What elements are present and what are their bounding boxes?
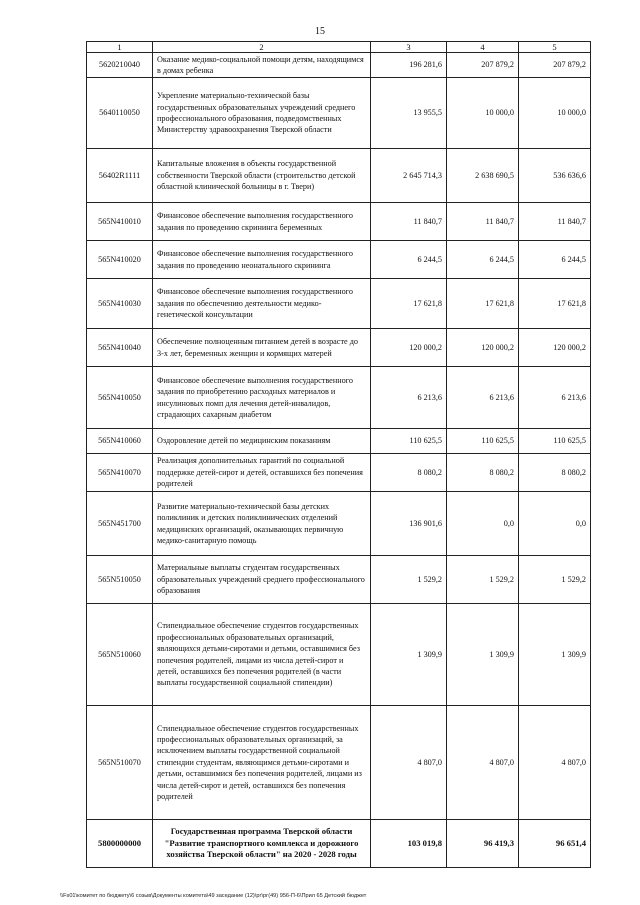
value-cell: 4 807,0 xyxy=(519,706,591,820)
value-cell: 1 529,2 xyxy=(519,556,591,604)
name-cell: Стипендиальное обеспечение студентов государственных профессиональных образовательных организаций, за исключением выплаты государственной социальной стипендии студентам, являющимся детьми-сиротами и детьми, оставшимися без попечения родителей, лицами из числа детей-сирот и детей, оставшихся без попечения родителей xyxy=(153,706,371,820)
code-cell: 565N510070 xyxy=(87,706,153,820)
value-cell: 17 621,8 xyxy=(447,279,519,329)
header-cell: 3 xyxy=(371,42,447,53)
value-cell: 196 281,6 xyxy=(371,53,447,78)
name-cell: Развитие материально-технической базы детских поликлиник и детских поликлинических отделений медицинских организаций, оказывающих первичную медико-санитарную помощь xyxy=(153,492,371,556)
value-cell: 13 955,5 xyxy=(371,78,447,149)
code-cell: 565N410050 xyxy=(87,367,153,429)
value-cell: 4 807,0 xyxy=(447,706,519,820)
value-cell: 17 621,8 xyxy=(371,279,447,329)
value-cell: 0,0 xyxy=(519,492,591,556)
code-cell: 56402R1111 xyxy=(87,149,153,203)
name-cell: Капитальные вложения в объекты государственной собственности Тверской области (строительство детской областной клинической больницы в г. Твери) xyxy=(153,149,371,203)
code-cell: 5800000000 xyxy=(87,820,153,868)
value-cell: 0,0 xyxy=(447,492,519,556)
value-cell: 110 625,5 xyxy=(519,429,591,454)
value-cell: 11 840,7 xyxy=(447,203,519,241)
budget-table xyxy=(86,41,591,868)
value-cell: 6 213,6 xyxy=(519,367,591,429)
value-cell: 120 000,2 xyxy=(447,329,519,367)
value-cell: 10 000,0 xyxy=(519,78,591,149)
code-cell: 565N451700 xyxy=(87,492,153,556)
value-cell: 11 840,7 xyxy=(371,203,447,241)
name-cell: Финансовое обеспечение выполнения государственного задания по обеспечению деятельности медико-генетической консультации xyxy=(153,279,371,329)
value-cell: 1 529,2 xyxy=(447,556,519,604)
table-row-program-total xyxy=(87,820,591,868)
name-cell: Обеспечение полноценным питанием детей в возрасте до 3-х лет, беременных женщин и кормящих матерей xyxy=(153,329,371,367)
value-cell: 4 807,0 xyxy=(371,706,447,820)
table-row xyxy=(87,149,591,203)
header-cell: 2 xyxy=(153,42,371,53)
value-cell: 11 840,7 xyxy=(519,203,591,241)
name-cell: Оказание медико-социальной помощи детям, находящимся в домах ребенка xyxy=(153,53,371,78)
file-path-footer: \\Fs01\комитет по бюджету\6 созыв\Документы комитета\49 заседание (12)\рг\рг(49) 956-П-6\Прил 65 Детский бюджет xyxy=(60,893,367,899)
code-cell: 565N410030 xyxy=(87,279,153,329)
code-cell: 5620210040 xyxy=(87,53,153,78)
value-cell: 8 080,2 xyxy=(371,454,447,492)
page-number: 15 xyxy=(315,26,325,37)
value-cell: 1 309,9 xyxy=(447,604,519,706)
value-cell: 1 309,9 xyxy=(519,604,591,706)
code-cell: 565N510050 xyxy=(87,556,153,604)
value-cell: 110 625,5 xyxy=(371,429,447,454)
value-cell: 120 000,2 xyxy=(519,329,591,367)
code-cell: 5640110050 xyxy=(87,78,153,149)
value-cell: 6 213,6 xyxy=(371,367,447,429)
value-cell: 6 213,6 xyxy=(447,367,519,429)
table-row xyxy=(87,706,591,820)
value-cell: 8 080,2 xyxy=(519,454,591,492)
table-row xyxy=(87,429,591,454)
name-cell: Государственная программа Тверской области "Развитие транспортного комплекса и дорожного хозяйства Тверской области" на 2020 - 2028 годы xyxy=(153,820,371,868)
table-row xyxy=(87,329,591,367)
value-cell: 103 019,8 xyxy=(371,820,447,868)
value-cell: 2 645 714,3 xyxy=(371,149,447,203)
code-cell: 565N410070 xyxy=(87,454,153,492)
table-row xyxy=(87,367,591,429)
value-cell: 1 529,2 xyxy=(371,556,447,604)
value-cell: 96 651,4 xyxy=(519,820,591,868)
code-cell: 565N510060 xyxy=(87,604,153,706)
header-cell: 1 xyxy=(87,42,153,53)
value-cell: 6 244,5 xyxy=(519,241,591,279)
code-cell: 565N410020 xyxy=(87,241,153,279)
header-cell: 4 xyxy=(447,42,519,53)
name-cell: Оздоровление детей по медицинским показаниям xyxy=(153,429,371,454)
name-cell: Материальные выплаты студентам государственных образовательных учреждений среднего профессионального образования xyxy=(153,556,371,604)
code-cell: 565N410010 xyxy=(87,203,153,241)
table-header-row xyxy=(87,42,591,53)
table-row xyxy=(87,203,591,241)
table-row xyxy=(87,53,591,78)
table-row xyxy=(87,492,591,556)
value-cell: 110 625,5 xyxy=(447,429,519,454)
value-cell: 2 638 690,5 xyxy=(447,149,519,203)
name-cell: Реализация дополнительных гарантий по социальной поддержке детей-сирот и детей, оставшихся без попечения родителей xyxy=(153,454,371,492)
code-cell: 565N410040 xyxy=(87,329,153,367)
value-cell: 136 901,6 xyxy=(371,492,447,556)
value-cell: 96 419,3 xyxy=(447,820,519,868)
table-row xyxy=(87,454,591,492)
name-cell: Стипендиальное обеспечение студентов государственных профессиональных образовательных организаций, являющихся детьми-сиротами и детьми, оставшимися без попечения родителей, лицами из числа детей-сирот и детей, оставшихся без попечения родителей (в части выплаты государственной социальной стипендии) xyxy=(153,604,371,706)
value-cell: 1 309,9 xyxy=(371,604,447,706)
code-cell: 565N410060 xyxy=(87,429,153,454)
value-cell: 10 000,0 xyxy=(447,78,519,149)
table-row xyxy=(87,604,591,706)
name-cell: Укрепление материально-технической базы государственных образовательных учреждений среднего профессионального образования, подведомственных Министерству здравоохранения Тверской области xyxy=(153,78,371,149)
value-cell: 17 621,8 xyxy=(519,279,591,329)
value-cell: 207 879,2 xyxy=(447,53,519,78)
table-row xyxy=(87,78,591,149)
value-cell: 6 244,5 xyxy=(371,241,447,279)
value-cell: 207 879,2 xyxy=(519,53,591,78)
value-cell: 8 080,2 xyxy=(447,454,519,492)
name-cell: Финансовое обеспечение выполнения государственного задания по приобретению расходных материалов и инсулиновых помп для лечения детей-инвалидов, страдающих сахарным диабетом xyxy=(153,367,371,429)
table-row xyxy=(87,556,591,604)
table-row xyxy=(87,241,591,279)
value-cell: 120 000,2 xyxy=(371,329,447,367)
name-cell: Финансовое обеспечение выполнения государственного задания по проведению неонатального скрининга xyxy=(153,241,371,279)
table-row xyxy=(87,279,591,329)
header-cell: 5 xyxy=(519,42,591,53)
value-cell: 6 244,5 xyxy=(447,241,519,279)
value-cell: 536 636,6 xyxy=(519,149,591,203)
name-cell: Финансовое обеспечение выполнения государственного задания по проведению скрининга беременных xyxy=(153,203,371,241)
